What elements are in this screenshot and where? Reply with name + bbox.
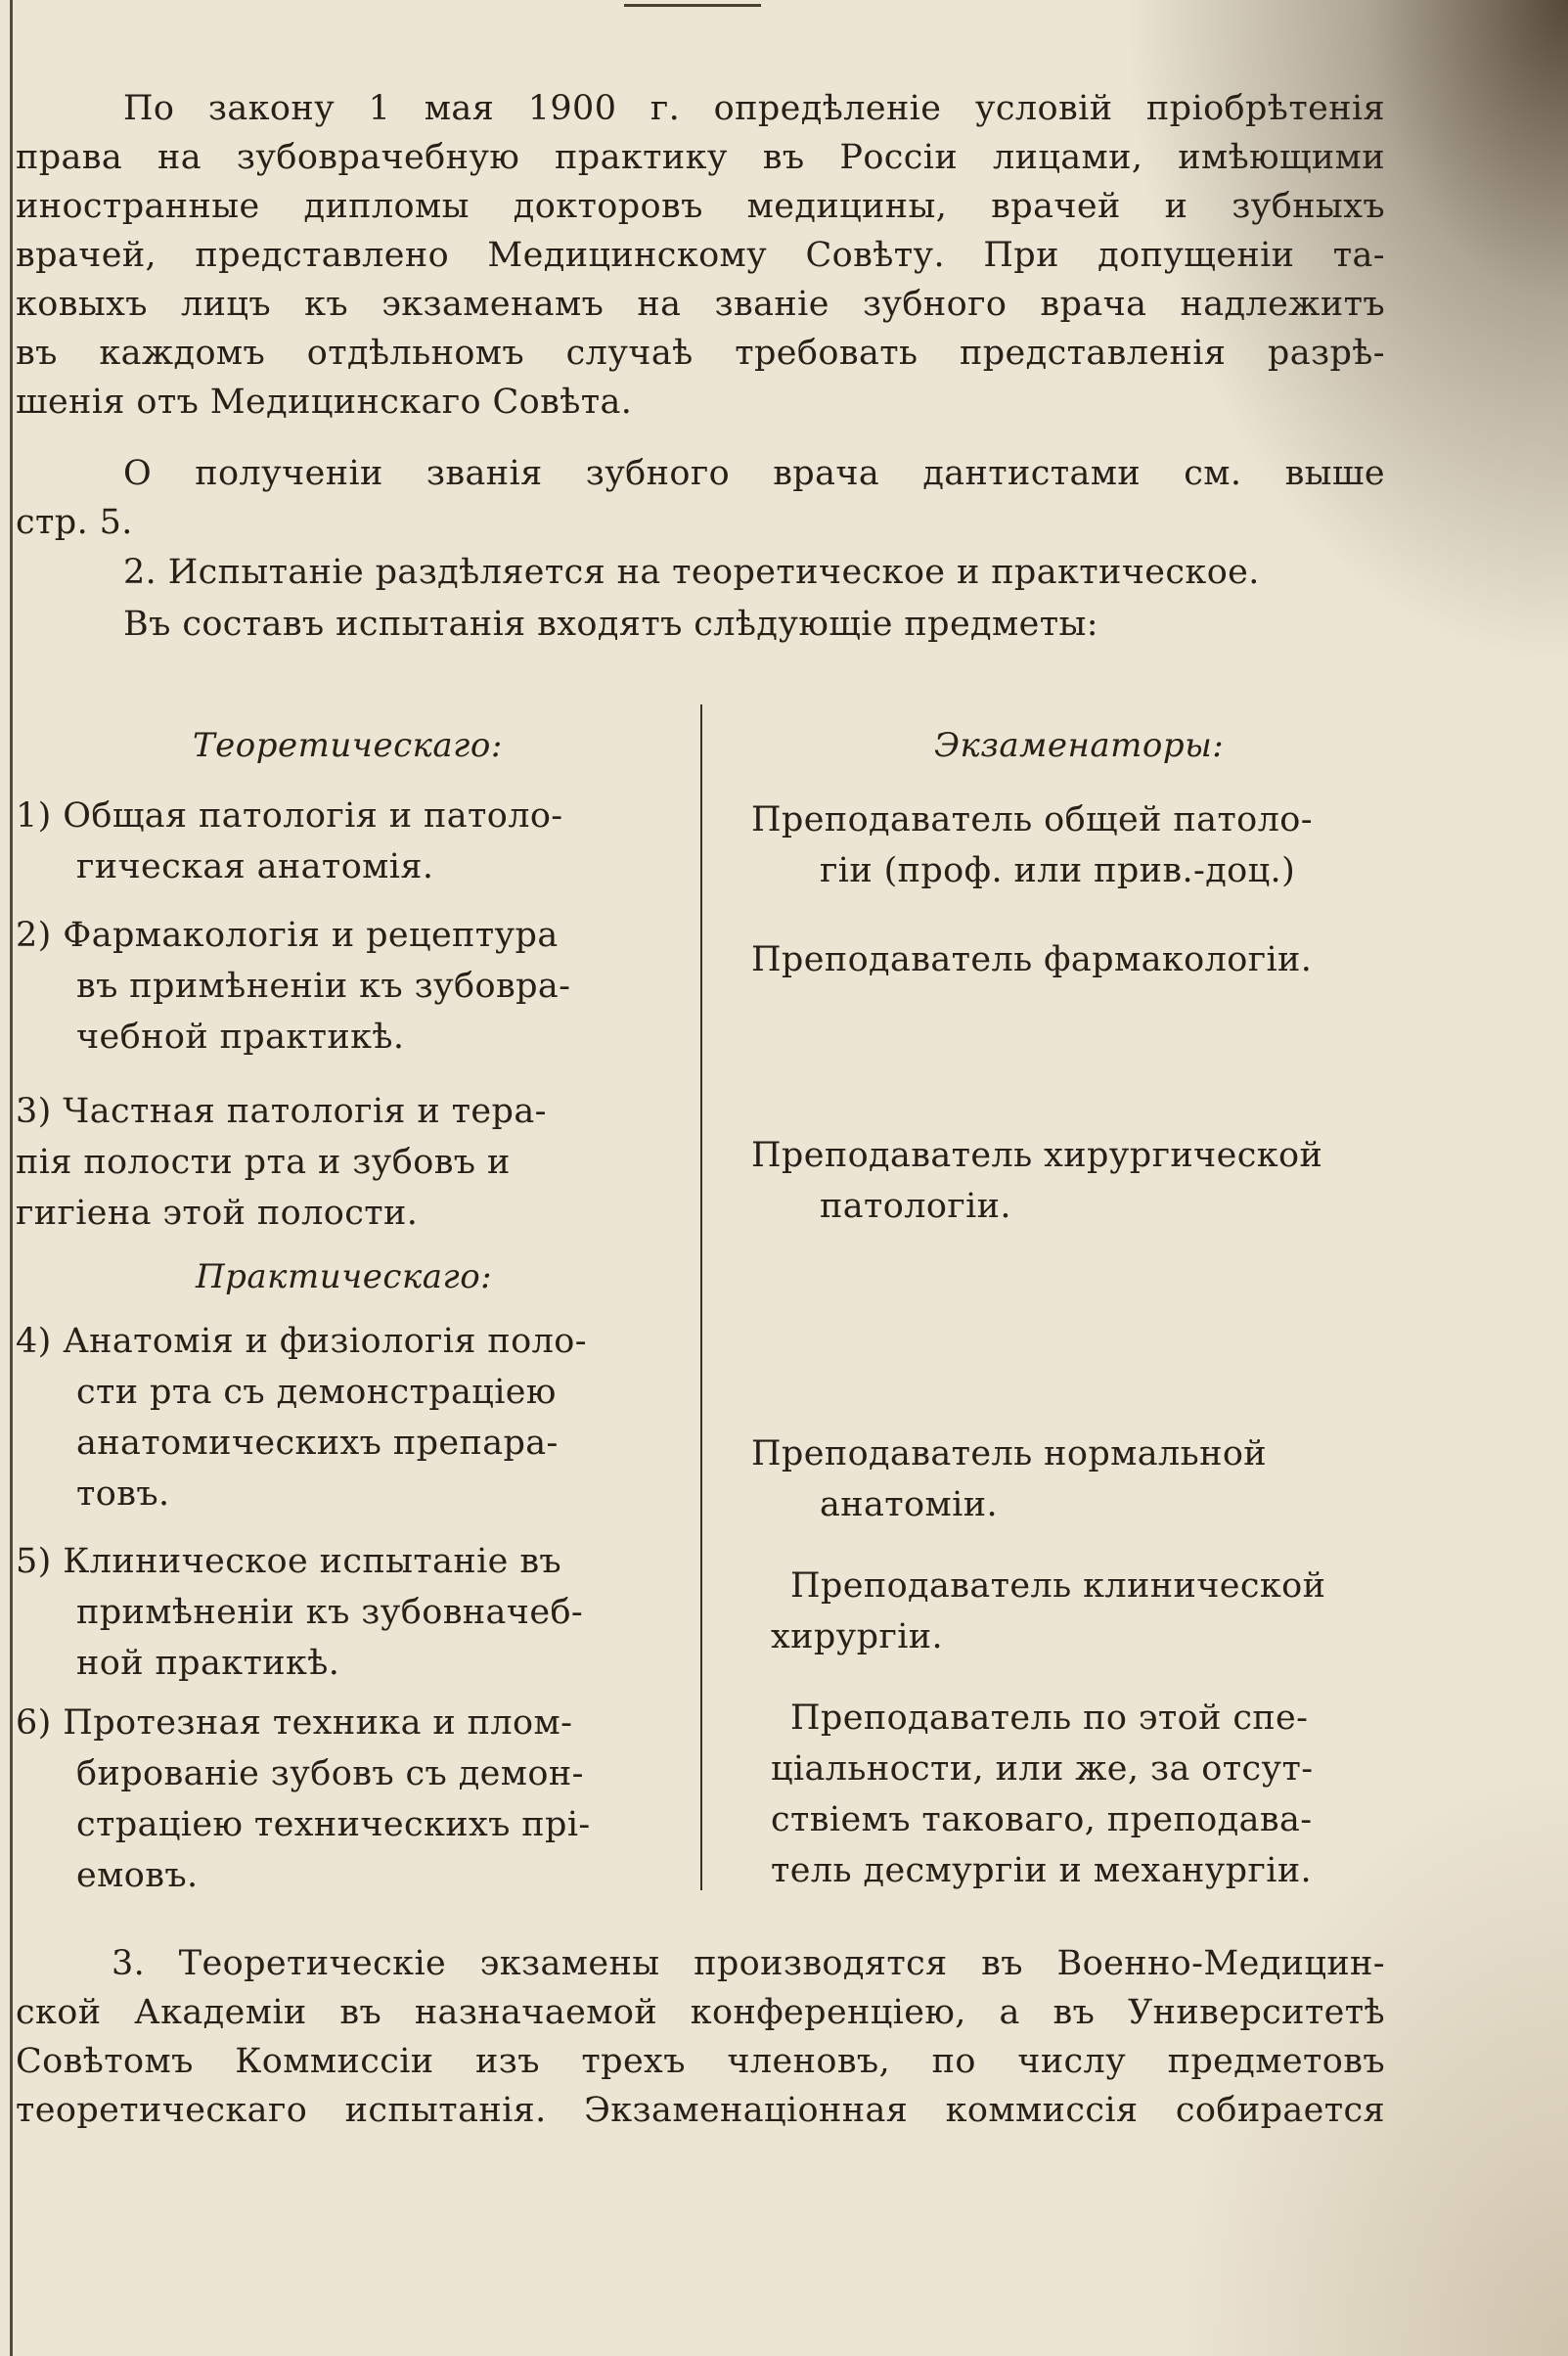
- examiner-item: [751, 1130, 1383, 1232]
- examiner-line: хирургіи.: [771, 1617, 944, 1656]
- text-line: шенія отъ Медицинскаго Совѣта.: [16, 383, 633, 422]
- examiner-line: патологіи.: [820, 1187, 1011, 1226]
- text-line: иностранные дипломы докторовъ медицины, врачей и зубныхъ: [16, 187, 1385, 226]
- text-line: 3. Теоретическіе экзамены производятся въ Военно-Медицин-: [112, 1944, 1385, 1983]
- examiner-item: [751, 794, 1383, 896]
- subject-item: [16, 1316, 650, 1519]
- text-line: По закону 1 мая 1900 г. опредѣленіе условій пріобрѣтенія: [123, 89, 1385, 128]
- subject-line: бированіе зубовъ съ демон-: [76, 1754, 584, 1793]
- examiner-line: Преподаватель по этой спе-: [790, 1699, 1309, 1738]
- subject-item: [16, 1536, 650, 1689]
- column-divider: [700, 704, 702, 1890]
- text-line: въ каждомъ отдѣльномъ случаѣ требовать представленія разрѣ-: [16, 334, 1385, 373]
- subject-line: Протезная техника и плом-: [63, 1703, 573, 1743]
- subject-item: [16, 1086, 650, 1239]
- text-line: врачей, представлено Медицинскому Совѣту. При допущеніи та-: [16, 236, 1385, 275]
- examiner-line: Преподаватель фармакологіи.: [751, 940, 1313, 979]
- subject-line: гигіена этой полости.: [16, 1194, 419, 1233]
- exam-division-line: 2. Испытаніе раздѣляется на теоретическое и практическое.: [123, 553, 1260, 592]
- examiner-line: Преподаватель клинической: [790, 1566, 1326, 1606]
- subject-number: 5): [16, 1542, 52, 1581]
- paragraph-theoretical-exams: [16, 1939, 1385, 2135]
- examiner-item: [751, 934, 1383, 985]
- text-line: стр. 5.: [16, 503, 133, 542]
- subject-number: 4): [16, 1322, 52, 1361]
- subject-line: чебной практикѣ.: [76, 1018, 405, 1057]
- subject-line: Клиническое испытаніе въ: [63, 1542, 562, 1581]
- subject-item: [16, 910, 650, 1063]
- subject-line: Анатомія и физіологія поло-: [63, 1322, 587, 1361]
- text-line: теоретическаго испытанія. Экзаменаціонная коммиссія собирается: [16, 2091, 1385, 2130]
- text-line: Совѣтомъ Коммиссіи изъ трехъ членовъ, по числу предметовъ: [16, 2042, 1385, 2081]
- text-line: ковыхъ лицъ къ экзаменамъ на званіе зубного врача надлежитъ: [16, 285, 1385, 324]
- subject-line: сти рта съ демонстраціею: [76, 1373, 557, 1412]
- page-edge-line: [10, 0, 13, 2356]
- paragraph-dentists-reference: [16, 449, 1385, 547]
- examiner-line: ціальности, или же, за отсут-: [771, 1749, 1314, 1789]
- subject-number: 2): [16, 916, 52, 955]
- examiner-item: [751, 1693, 1383, 1896]
- text-line: ской Академіи въ назначаемой конференціею, а въ Университетѣ: [16, 1993, 1385, 2032]
- subject-line: ной практикѣ.: [76, 1644, 340, 1683]
- subject-line: гическая анатомія.: [76, 847, 434, 886]
- examiner-line: гіи (проф. или прив.-доц.): [820, 851, 1296, 890]
- subject-item: [16, 791, 650, 892]
- theoretical-heading: Теоретическаго:: [193, 726, 503, 765]
- subject-number: 3): [16, 1092, 52, 1131]
- paragraph-law-1900: [16, 84, 1385, 427]
- text-line: О полученіи званія зубного врача дантистами см. выше: [123, 454, 1385, 493]
- subject-line: емовъ.: [76, 1856, 199, 1895]
- subject-number: 1): [16, 796, 52, 836]
- examiner-line: анатоміи.: [820, 1485, 998, 1524]
- subject-line: товъ.: [76, 1474, 170, 1514]
- examiner-item: [751, 1428, 1383, 1530]
- practical-heading: Практическаго:: [196, 1257, 493, 1296]
- page-number-mark: [624, 4, 761, 13]
- subject-line: страціею техническихъ прі-: [76, 1805, 591, 1844]
- examiner-line: ствіемъ таковаго, преподава-: [771, 1800, 1313, 1839]
- subject-line: въ примѣненіи къ зубовра-: [76, 967, 571, 1006]
- examiner-line: Преподаватель нормальной: [751, 1434, 1268, 1473]
- subject-line: анатомическихъ препара-: [76, 1424, 559, 1463]
- subject-line: Общая патологія и патоло-: [63, 796, 563, 836]
- subject-line: пія полости рта и зубовъ и: [16, 1143, 511, 1182]
- subject-line: примѣненіи къ зубовначеб-: [76, 1593, 584, 1632]
- examiner-line: Преподаватель общей патоло-: [751, 800, 1313, 839]
- examiner-item: [751, 1561, 1383, 1662]
- examiners-heading: Экзаменаторы:: [934, 726, 1225, 765]
- examiner-line: тель десмургіи и механургіи.: [771, 1851, 1313, 1890]
- subject-line: Фармакологія и рецептура: [63, 916, 559, 955]
- examiner-line: Преподаватель хирургической: [751, 1136, 1323, 1175]
- exam-subjects-intro: Въ составъ испытанія входятъ слѣдующіе предметы:: [123, 605, 1098, 644]
- subject-item: [16, 1698, 650, 1901]
- text-line: права на зубоврачебную практику въ Россіи лицами, имѣющими: [16, 138, 1385, 177]
- subject-line: Частная патологія и тера-: [63, 1092, 547, 1131]
- subject-number: 6): [16, 1703, 52, 1743]
